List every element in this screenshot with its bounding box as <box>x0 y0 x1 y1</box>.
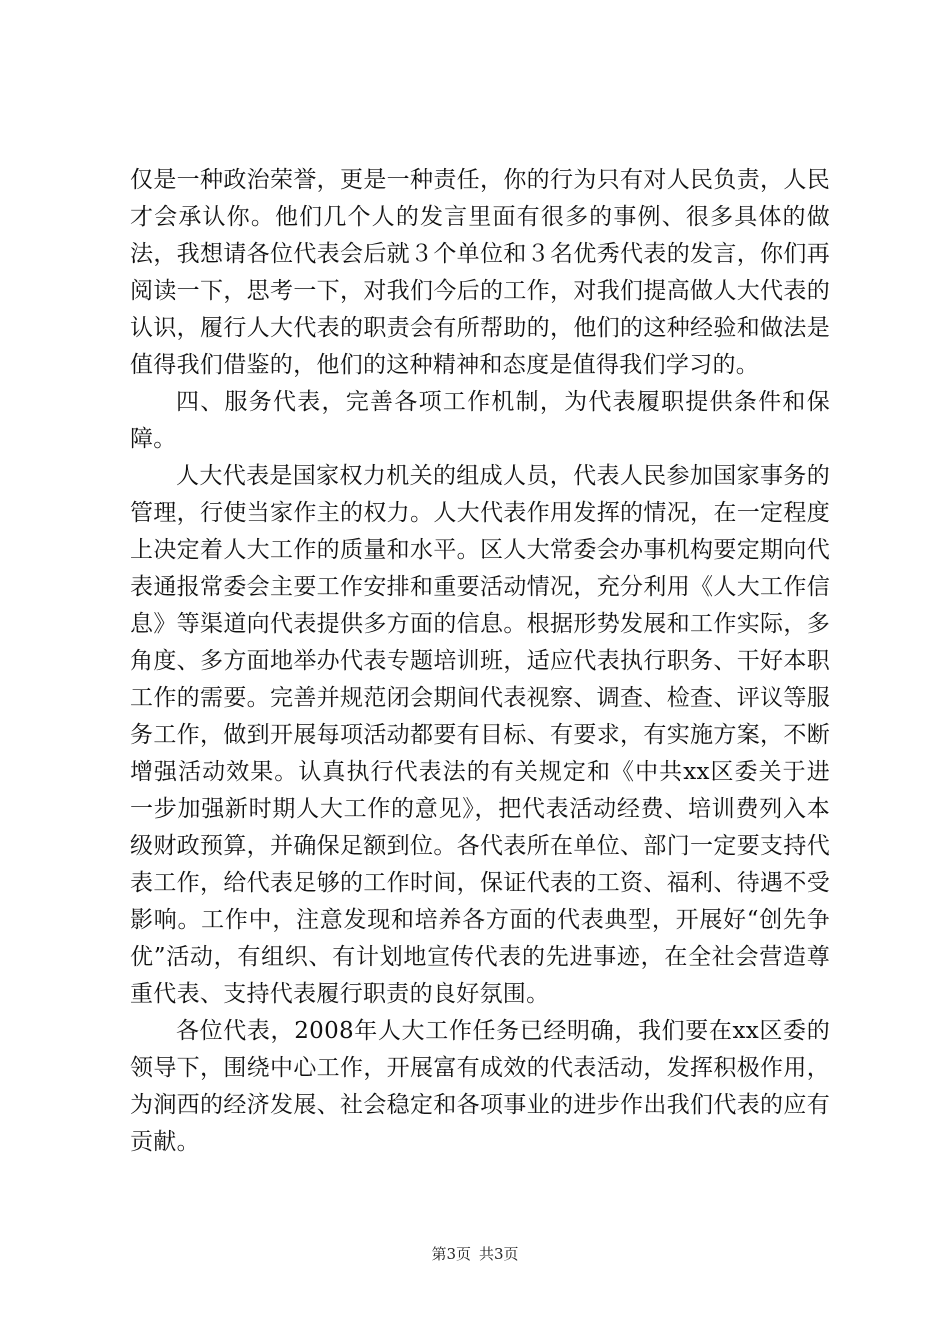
document-body <box>130 162 830 1161</box>
page-footer <box>0 1244 950 1264</box>
page-number-total: 共3页 <box>479 1245 519 1263</box>
paragraph-continuation: 仅是一种政治荣誉，更是一种责任，你的行为只有对人民负责，人民才会承认你。他们几个人的发言里面有很多的事例、很多具体的做法，我想请各位代表会后就３个单位和３名优秀代表的发言，你们再阅读一下，思考一下，对我们今后的工作，对我们提高做人大代表的认识，履行人大代表的职责会有所帮助的，他们的这种经验和做法是值得我们借鉴的，他们的这种精神和态度是值得我们学习的。 <box>130 167 830 378</box>
section-heading-four: 四、服务代表，完善各项工作机制，为代表履职提供条件和保障。 <box>130 389 830 452</box>
paragraph-closing: 各位代表，2008年人大工作任务已经明确，我们要在xx区委的领导下，围绕中心工作，开展富有成效的代表活动，发挥积极作用，为涧西的经济发展、社会稳定和各项事业的进步作出我们代表的应有贡献。 <box>130 1018 830 1155</box>
page-number-current: 第3页 <box>431 1245 471 1263</box>
paragraph-representatives: 人大代表是国家权力机关的组成人员，代表人民参加国家事务的管理，行使当家作主的权力。人大代表作用发挥的情况，在一定程度上决定着人大工作的质量和水平。区人大常委会办事机构要定期向代表通报常委会主要工作安排和重要活动情况，充分利用《人大工作信息》等渠道向代表提供多方面的信息。根据形势发展和工作实际，多角度、多方面地举办代表专题培训班，适应代表执行职务、干好本职工作的需要。完善并规范闭会期间代表视察、调查、检查、评议等服务工作，做到开展每项活动都要有目标、有要求，有实施方案，不断增强活动效果。认真执行代表法的有关规定和《中共xx区委关于进一步加强新时期人大工作的意见》，把代表活动经费、培训费列入本级财政预算，并确保足额到位。各代表所在单位、部门一定要支持代表工作，给代表足够的工作时间，保证代表的工资、福利、待遇不受影响。工作中，注意发现和培养各方面的代表典型，开展好“创先争优”活动，有组织、有计划地宣传代表的先进事迹，在全社会营造尊重代表、支持代表履行职责的良好氛围。 <box>130 463 830 1007</box>
